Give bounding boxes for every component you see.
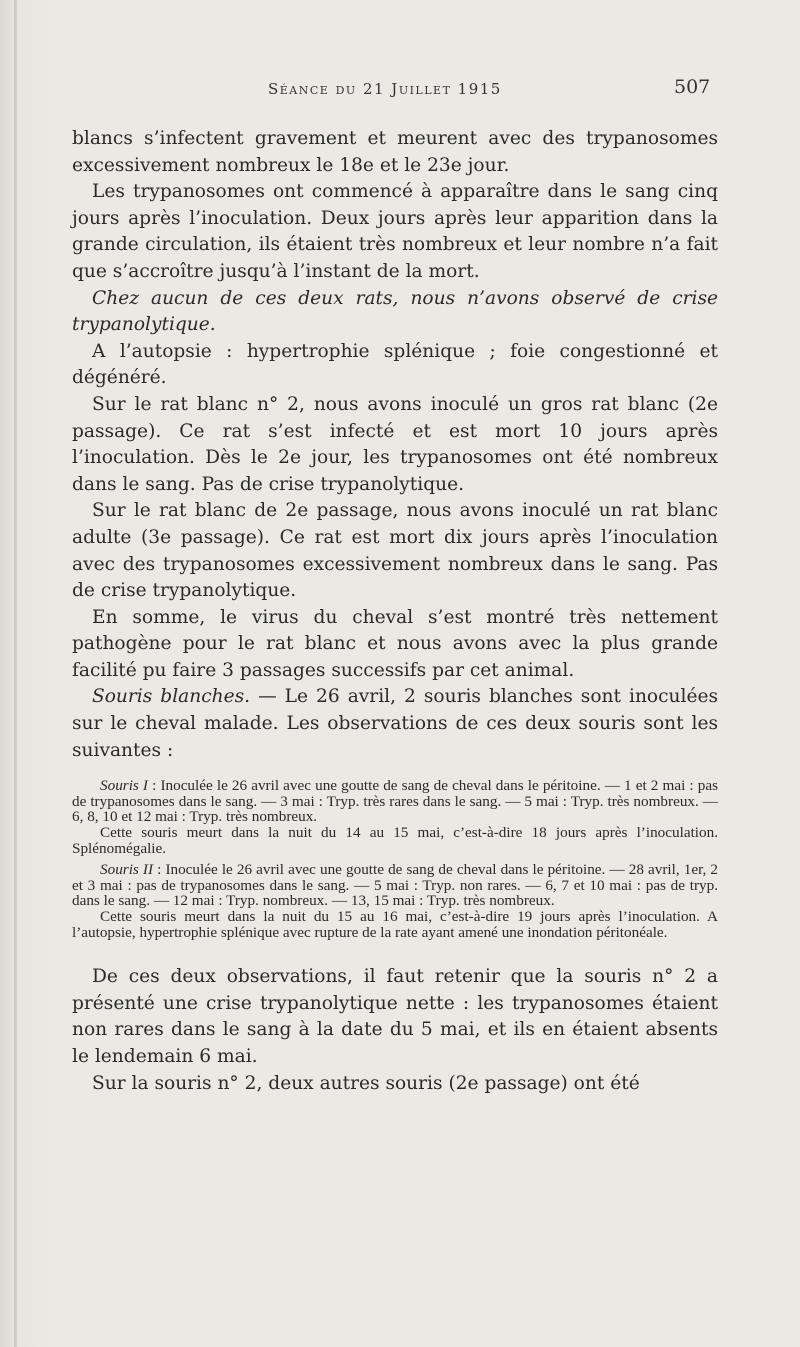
section-lead-souris-blanches: Souris blanches. (92, 686, 251, 708)
observation-1-body: : Inoculée le 26 avril avec une goutte de sang de cheval dans le péritoine. — 1 et 2 mai : pas de trypanosomes dans le sang. — 3 mai : Tryp. très rares dans le sang. — 5 mai : Tryp. très nombreux. — 6, 8, 10 et 12 mai : Tryp. très nombreux. (72, 777, 718, 826)
page-number: 507 (674, 76, 711, 98)
closing-paragraph-1: De ces deux observations, il faut retenir que la souris n° 2 a présenté une crise trypanolytique nette : les trypanosomes étaient non rares dans le sang à la date du 5 mai, et ils en étaient absents le lendemain 6 mai. (72, 966, 718, 1067)
observation-souris-2 (72, 862, 718, 940)
paragraph-8-text: — Le 26 avril, 2 souris blanches sont inoculées sur le cheval malade. Les observations de ces deux souris sont les suivantes : (72, 686, 719, 761)
observation-1-note: Cette souris meurt dans la nuit du 14 au 15 mai, c’est-à-dire 18 jours après l’inoculation. Splénomégalie. (72, 824, 718, 857)
observation-2-text (72, 862, 718, 909)
paragraph-6: Sur le rat blanc de 2e passage, nous avons inoculé un rat blanc adulte (3e passage). Ce rat est mort dix jours après l’inoculation avec des trypanosomes excessivement nombreux dans le sang. Pas de crise trypanolytique. (72, 500, 718, 602)
observation-1-lead: Souris I (100, 777, 148, 795)
paragraph-8 (72, 684, 718, 764)
spacer (72, 940, 718, 964)
observation-2-lead: Souris II (100, 861, 154, 879)
body-text (72, 126, 718, 1097)
paragraph-3-italic: Chez aucun de ces deux rats, nous n’avons observé de crise trypanolytique. (72, 287, 718, 336)
paragraph-7: En somme, le virus du cheval s’est montré très nettement pathogène pour le rat blanc et nous avons avec la plus grande facilité pu faire 3 passages successifs par cet animal. (72, 606, 718, 681)
paragraph-4: A l’autopsie : hypertrophie splénique ; foie congestionné et dégénéré. (72, 340, 718, 389)
observation-1-text (72, 778, 718, 825)
paragraph-2: Les trypanosomes ont commencé à apparaître dans le sang cinq jours après l’inoculation. Deux jours après leur apparition dans la grande circulation, ils étaient très nombreux et leur nombre n’a fait que s’accroître jusqu’à l’instant de la mort. (72, 181, 718, 282)
page-header (0, 76, 800, 104)
paragraph-5: Sur le rat blanc n° 2, nous avons inoculé un gros rat blanc (2e passage). Ce rat s’est infecté et est mort 10 jours après l’inoculation. Dès le 2e jour, les trypanosomes ont été nombreux dans le sang. Pas de crise trypanolytique. (72, 393, 718, 495)
binding-gutter (14, 0, 17, 1347)
closing-paragraph-2: Sur la souris n° 2, deux autres souris (2e passage) ont été (92, 1072, 640, 1094)
observation-2-note: Cette souris meurt dans la nuit du 15 au 16 mai, c’est-à-dire 19 jours après l’inoculation. A l’autopsie, hypertrophie splénique avec rupture de la rate ayant amené une inondation péritonéale. (72, 908, 718, 941)
paragraph-1: blancs s’infectent gravement et meurent avec des trypanosomes excessivement nombreux le 18e et le 23e jour. (72, 128, 718, 176)
observation-2-body: : Inoculée le 26 avril avec une goutte de sang de cheval dans le péritoine. — 28 avril, 1er, 2 et 3 mai : pas de trypanosomes dans le sang. — 5 mai : Tryp. non rares. — 6, 7 et 10 mai : pas de tryp. dans le sang. — 12 mai : Tryp. nombreux. — 13, 15 mai : Tryp. très nombreux. (72, 861, 718, 910)
observation-souris-1 (72, 778, 718, 856)
running-title: Séance du 21 Juillet 1915 (268, 80, 502, 98)
